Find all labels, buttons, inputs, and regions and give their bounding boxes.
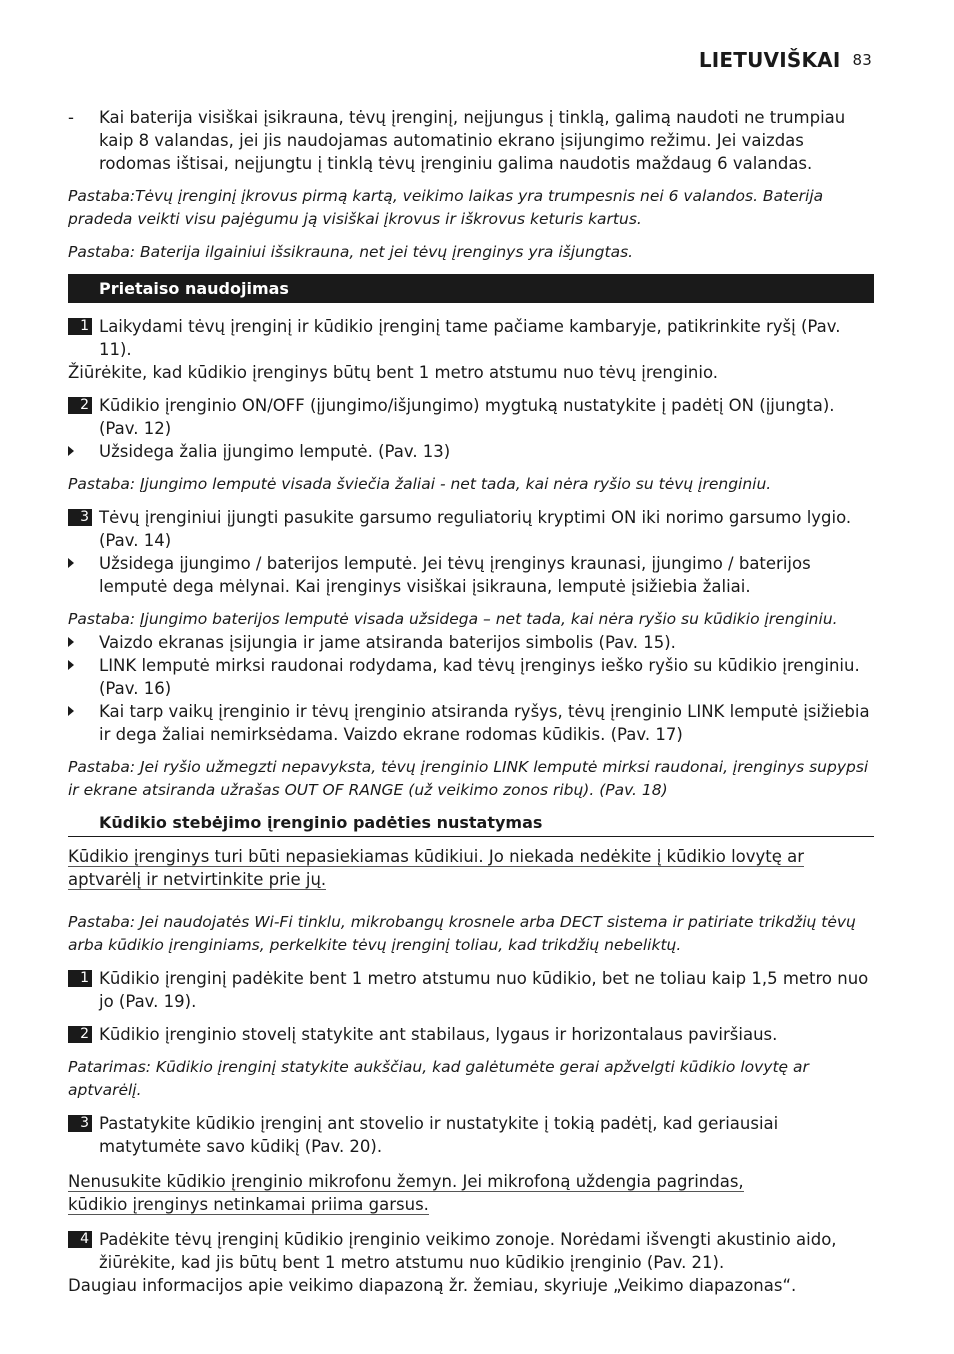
step-text: Laikydami tėvų įrenginį ir kūdikio įrenginį tame pačiame kambaryje, patikrinkite ryšį (Pav. 11). — [99, 317, 841, 359]
note-interference: Pastaba: Jei naudojatės Wi-Fi tinklu, mikrobangų krosnele arba DECT sistema ir patiriate trikdžių tėvų arba kūdikio įrenginiams, perkelkite tėvų įrenginį toliau, kad trikdžių nebeliktų. — [68, 913, 856, 954]
dash-marker: - — [68, 108, 74, 127]
bullet-text: Kai tarp vaikų įrenginio ir tėvų įrenginio atsiranda ryšys, tėvų įrenginio LINK lemputė įsižiebia ir dega žaliai nemirksėdama. Vaizdo ekrane rodomas kūdikis. (Pav. 17) — [99, 702, 870, 744]
note-out-of-range: Pastaba: Jei ryšio užmegzti nepavyksta, tėvų įrenginio LINK lemputė mirksi raudonai, įrenginys supypsi ir ekrane atsiranda užrašas OUT OF RANGE (už veikimo zonos ribų). (Pav. 18) — [68, 758, 869, 799]
page-number: 83 — [852, 51, 872, 69]
bullet-text: Užsidega įjungimo / baterijos lemputė. Jei tėvų įrenginys kraunasi, įjungimo / baterijos lemputė dega mėlynai. Kai įrenginys visiškai įsikrauna, lemputė įsižiebia žaliai. — [99, 554, 811, 596]
warning-microphone — [68, 1170, 808, 1216]
step-number: 3 — [68, 509, 92, 526]
note-first-charge: Pastaba:Tėvų įrenginį įkrovus pirmą kartą, veikimo laikas yra trumpesnis nei 6 valandos. Baterija pradeda veikti visu pajėgumu ją visiškai įkrovus ir iškrovus keturis kartus. — [68, 187, 824, 228]
bullet-arrow-icon — [68, 637, 74, 647]
note-battery-light: Pastaba: Įjungimo baterijos lemputė visada užsidega – net tada, kai nėra ryšio su kūdikio įrenginiu. — [68, 610, 838, 628]
bullet-arrow-icon — [68, 446, 74, 456]
warning-reach — [68, 845, 874, 891]
step-number: 1 — [68, 318, 92, 335]
usage-bullet-1 — [68, 631, 874, 654]
warning-microphone-text: Nenusukite kūdikio įrenginio mikrofonu žemyn. Jei mikrofoną uždengia pagrindas, kūdikio įrenginys netinkamai priima garsus. — [68, 1172, 744, 1214]
step-text: Pastatykite kūdikio įrenginį ant stovelio ir nustatykite į tokią padėtį, kad geriausiai matytumėte savo kūdikį (Pav. 20). — [99, 1114, 779, 1156]
usage-step-1-after: Žiūrėkite, kad kūdikio įrenginys būtų bent 1 metro atstumu nuo tėvų įrenginio. — [68, 363, 718, 382]
usage-bullet-2 — [68, 654, 874, 700]
step-text: Kūdikio įrenginio ON/OFF (įjungimo/išjungimo) mygtuką nustatykite į padėtį ON (įjungta). (Pav. 12) — [99, 396, 835, 438]
step-number: 3 — [68, 1115, 92, 1132]
usage-step-3-bullet — [68, 552, 874, 598]
bullet-arrow-icon — [68, 660, 74, 670]
intro-dash-text: Kai baterija visiškai įsikrauna, tėvų įrenginį, neįjungus į tinklą, galimą naudoti ne trumpiau kaip 8 valandas, jei jis naudojamas automatinio ekrano įsijungimo režimu. Jei vaizdas rodomas ištisai, neįjungtu į tinklą tėvų įrenginiu galima naudotis maždaug 6 valandas. — [99, 108, 846, 173]
positioning-step-2 — [68, 1023, 874, 1046]
step-number: 2 — [68, 1026, 92, 1043]
positioning-step-3 — [68, 1112, 874, 1158]
bullet-arrow-icon — [68, 558, 74, 568]
page-header — [699, 48, 872, 72]
bullet-arrow-icon — [68, 706, 74, 716]
note-battery-discharge: Pastaba: Baterija ilgainiui išsikrauna, net jei tėvų įrenginys yra išjungtas. — [68, 243, 634, 261]
step-number: 1 — [68, 970, 92, 987]
page-content — [68, 106, 874, 1297]
usage-step-2 — [68, 394, 874, 440]
step-number: 2 — [68, 397, 92, 414]
section-heading-usage: Prietaiso naudojimas — [68, 274, 874, 303]
language-label: LIETUVIŠKAI — [698, 48, 841, 72]
warning-reach-text: Kūdikio įrenginys turi būti nepasiekiamas kūdikiui. Jo niekada nedėkite į kūdikio lovytę ar aptvarėlį ir netvirtinkite prie jų. — [68, 847, 805, 889]
positioning-step-1 — [68, 967, 874, 1013]
positioning-step-4 — [68, 1228, 874, 1274]
bullet-text: Užsidega žalia įjungimo lemputė. (Pav. 13) — [99, 442, 451, 461]
bullet-text: Vaizdo ekranas įsijungia ir jame atsiranda baterijos simbolis (Pav. 15). — [99, 633, 676, 652]
section-heading-positioning: Kūdikio stebėjimo įrenginio padėties nustatymas — [68, 810, 874, 837]
step-text: Kūdikio įrenginio stovelį statykite ant stabilaus, lygaus ir horizontalaus paviršiaus. — [99, 1025, 778, 1044]
step-text: Tėvų įrenginiui įjungti pasukite garsumo reguliatorių kryptimi ON iki norimo garsumo lygio. (Pav. 14) — [99, 508, 852, 550]
step-text: Kūdikio įrenginį padėkite bent 1 metro atstumu nuo kūdikio, bet ne toliau kaip 1,5 metro nuo jo (Pav. 19). — [99, 969, 869, 1011]
step-text: Padėkite tėvų įrenginį kūdikio įrenginio veikimo zonoje. Norėdami išvengti akustinio aido, žiūrėkite, kad jis būtų bent 1 metro atstumu nuo kūdikio įrenginio (Pav. 21). — [99, 1230, 837, 1272]
note-power-light: Pastaba: Įjungimo lemputė visada šviečia žaliai - net tada, kai nėra ryšio su tėvų įrenginiu. — [68, 475, 772, 493]
bullet-text: LINK lemputė mirksi raudonai rodydama, kad tėvų įrenginys ieško ryšio su kūdikio įrenginiu. (Pav. 16) — [99, 656, 860, 698]
step-number: 4 — [68, 1231, 92, 1248]
tip-height: Patarimas: Kūdikio įrenginį statykite aukščiau, kad galėtumėte gerai apžvelgti kūdikio lovytę ar aptvarėlį. — [68, 1058, 809, 1099]
usage-step-3 — [68, 506, 874, 552]
positioning-step-4-after: Daugiau informacijos apie veikimo diapazoną žr. žemiau, skyriuje „Veikimo diapazonas“. — [68, 1276, 797, 1295]
usage-step-2-bullet — [68, 440, 874, 463]
intro-dash-item — [68, 106, 874, 175]
usage-bullet-3 — [68, 700, 874, 746]
usage-step-1 — [68, 315, 874, 361]
